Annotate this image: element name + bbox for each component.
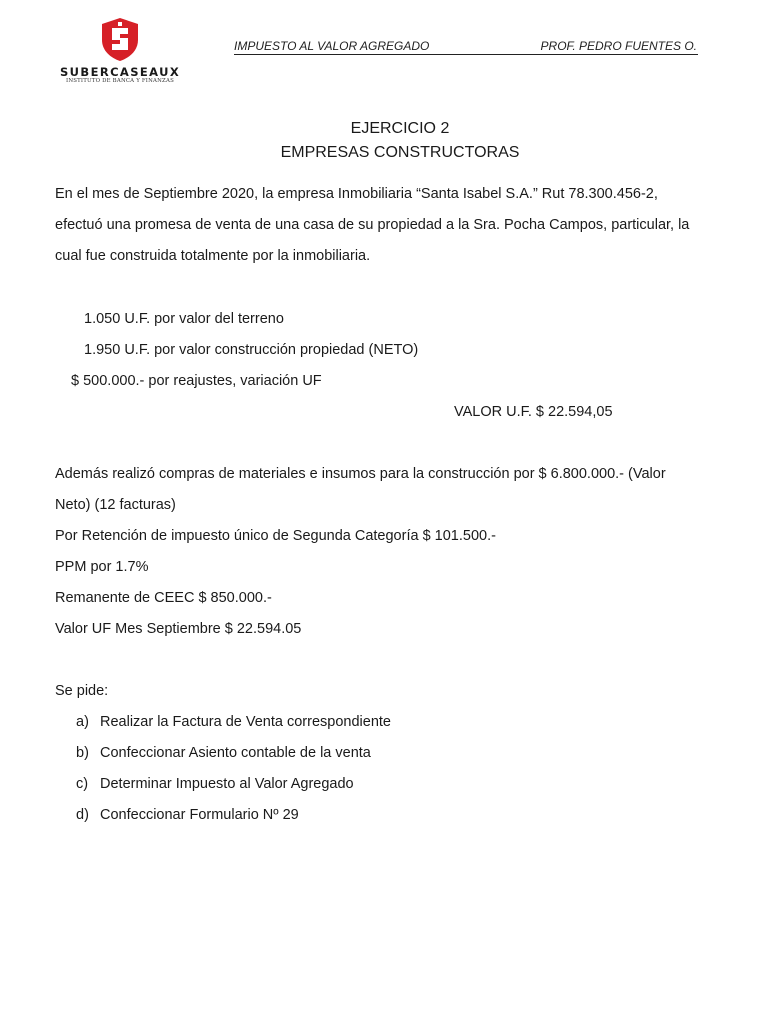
- list-item: [76, 745, 371, 761]
- list-marker: b): [76, 745, 89, 761]
- value-line: 1.050 U.F. por valor del terreno: [84, 311, 284, 327]
- header-professor: PROF. PEDRO FUENTES O.: [540, 39, 697, 53]
- uf-value: VALOR U.F. $ 22.594,05: [454, 404, 613, 420]
- header-rule: [234, 54, 698, 55]
- brand-name: SUBERCASEAUX: [60, 65, 181, 79]
- list-item-text: Determinar Impuesto al Valor Agregado: [100, 776, 354, 792]
- value-line: $ 500.000.- por reajustes, variación UF: [71, 373, 322, 389]
- shield-emblem-icon: [99, 16, 141, 62]
- list-marker: a): [76, 714, 89, 730]
- list-marker: c): [76, 776, 89, 792]
- intro-line: efectuó una promesa de venta de una casa de su propiedad a la Sra. Pocha Campos, particular, la: [55, 217, 690, 233]
- exercise-subtitle: EMPRESAS CONSTRUCTORAS: [280, 144, 520, 161]
- list-item-text: Realizar la Factura de Venta correspondiente: [100, 714, 391, 730]
- intro-line: En el mes de Septiembre 2020, la empresa Inmobiliaria “Santa Isabel S.A.” Rut 78.300.456-2,: [55, 186, 658, 202]
- detail-line: Remanente de CEEC $ 850.000.-: [55, 590, 272, 606]
- detail-line: PPM por 1.7%: [55, 559, 149, 575]
- list-item-text: Confeccionar Asiento contable de la venta: [100, 745, 371, 761]
- detail-line: Valor UF Mes Septiembre $ 22.594.05: [55, 621, 302, 637]
- list-marker: d): [76, 807, 89, 823]
- list-item-text: Confeccionar Formulario Nº 29: [100, 807, 299, 823]
- list-item: [76, 714, 391, 730]
- header-course-title: IMPUESTO AL VALOR AGREGADO: [234, 39, 430, 53]
- exercise-title: EJERCICIO 2: [350, 120, 450, 137]
- request-label: Se pide:: [55, 683, 109, 699]
- list-item: [76, 776, 354, 792]
- detail-line: Además realizó compras de materiales e insumos para la construcción por $ 6.800.000.- (Valor: [55, 466, 666, 482]
- brand-subtitle: INSTITUTO DE BANCA Y FINANZAS: [65, 78, 174, 84]
- institute-logo: [60, 16, 180, 85]
- value-line: 1.950 U.F. por valor construcción propiedad (NETO): [84, 342, 419, 358]
- list-item: [76, 807, 299, 823]
- detail-line: Por Retención de impuesto único de Segunda Categoría $ 101.500.-: [55, 528, 496, 544]
- intro-line: cual fue construida totalmente por la inmobiliaria.: [55, 248, 371, 264]
- detail-line: Neto) (12 facturas): [55, 497, 176, 513]
